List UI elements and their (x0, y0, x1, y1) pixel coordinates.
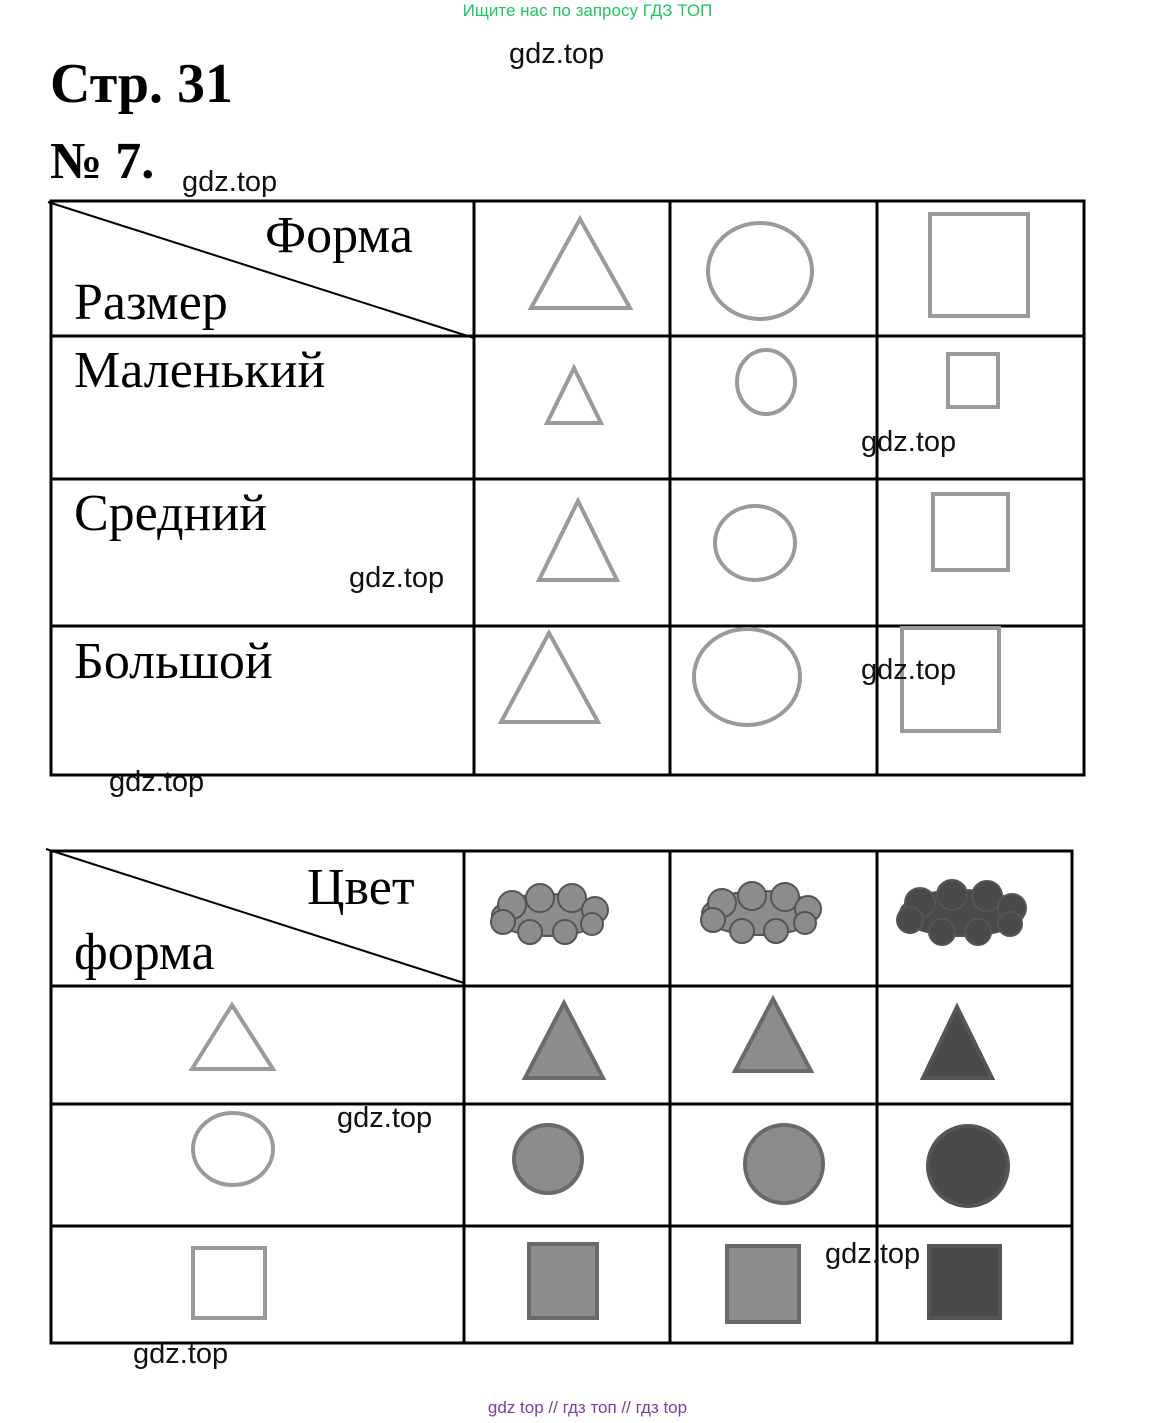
watermark: gdz.top (109, 766, 205, 798)
outline-triangle-icon (192, 1005, 273, 1069)
row-label-small: Маленький (74, 342, 326, 399)
dark-circle-icon (928, 1126, 1008, 1206)
watermark: gdz.top (825, 1238, 921, 1270)
watermark: gdz.top (337, 1102, 433, 1134)
cloud-light-2-icon (701, 882, 821, 943)
top-banner: Ищите нас по запросу ГДЗ ТОП (462, 1, 713, 20)
page-title: Стр. 31 (50, 53, 234, 115)
light-circle-2-icon (745, 1125, 823, 1203)
header-size-label: Размер (74, 274, 228, 331)
light-square-1-icon (529, 1244, 597, 1318)
dark-square-icon (929, 1246, 1000, 1318)
header-shape-label: форма (74, 924, 215, 981)
watermark: gdz.top (182, 166, 278, 198)
dark-triangle-icon (923, 1007, 992, 1078)
outline-circle-icon (193, 1113, 273, 1185)
header-form-label: Форма (265, 207, 413, 264)
watermark: gdz.top (861, 654, 957, 686)
light-triangle-2-icon (735, 999, 811, 1071)
row-label-large: Большой (74, 633, 273, 690)
watermark: gdz.top (133, 1338, 229, 1370)
watermark: gdz.top (509, 38, 605, 70)
light-circle-1-icon (514, 1125, 582, 1193)
row-label-medium: Средний (74, 485, 268, 542)
cloud-light-1-icon (491, 884, 608, 944)
outline-square-icon (193, 1248, 265, 1318)
cloud-dark-icon (897, 880, 1026, 945)
footer-links[interactable]: gdz top // гдз топ // гдз top (487, 1398, 688, 1417)
task-number: № 7. (50, 133, 155, 190)
watermark: gdz.top (861, 426, 957, 458)
light-triangle-1-icon (525, 1003, 603, 1078)
header-color-label: Цвет (307, 859, 415, 916)
light-square-2-icon (727, 1246, 799, 1322)
watermark: gdz.top (349, 562, 445, 594)
